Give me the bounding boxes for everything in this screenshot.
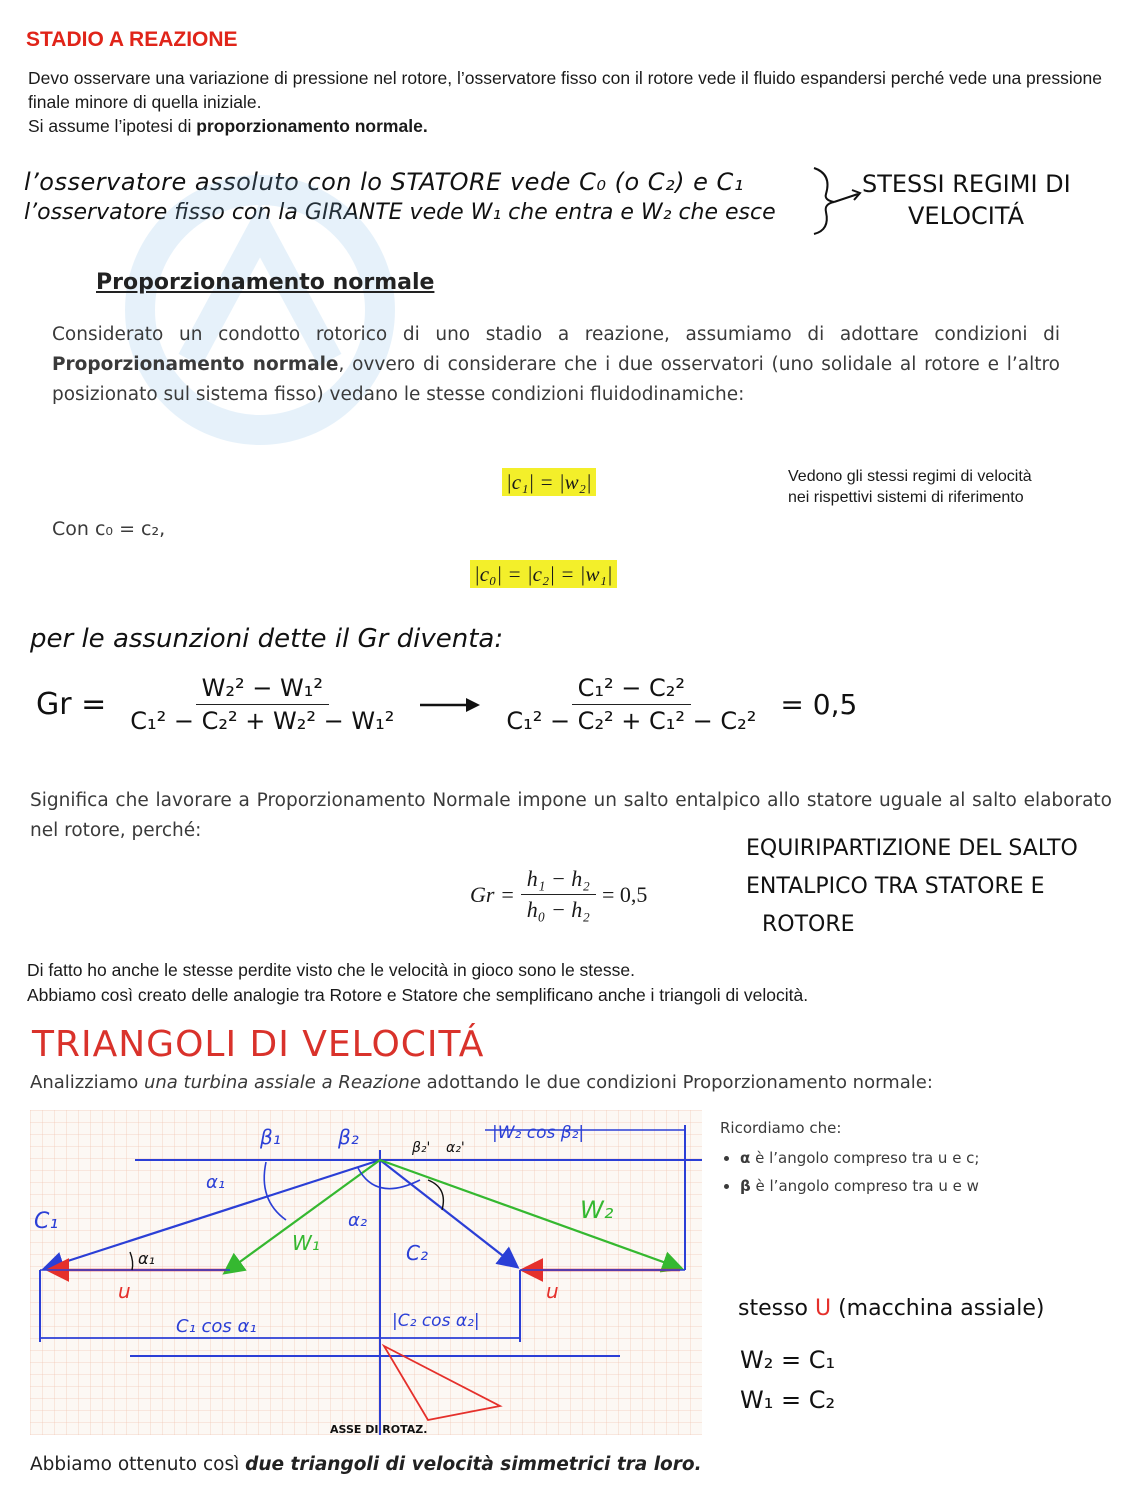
label-alpha2-prime: α₂' <box>446 1140 465 1156</box>
page-title: STADIO A REAZIONE <box>26 28 238 51</box>
gr-fraction-2: $\frac{\text{C₁² − C₂²}}{\text{C₁² − C₂² + C₁² − C₂²}}$ <box>506 674 757 735</box>
label-u-right: u <box>546 1279 559 1303</box>
losses-text: Di fatto ho anche le stesse perdite visto che le velocità in gioco sono le stesse. Abbiamo così creato delle analogie tra Rotore e Statore che semplificano anche i triangoli di velocità. <box>27 960 809 1005</box>
observer-conclusion-2: VELOCITÁ <box>908 202 1025 230</box>
equation-c0-c2-w1: |c₀| = |c₂| = |w₁| <box>470 562 617 587</box>
velocity-triangle-diagram <box>30 1110 702 1435</box>
meaning-paragraph: Significa che lavorare a Proporzionamento Normale impone un salto entalpico allo statore uguale al salto elaborato nel rotore, perché: <box>30 790 1112 841</box>
observer-conclusion-1: STESSI REGIMI DI <box>862 170 1071 198</box>
gr-intro: per le assunzioni dette il Gr diventa: <box>30 624 504 654</box>
label-beta2-prime: β₂' <box>412 1140 431 1156</box>
label-w1: W₁ <box>292 1231 320 1255</box>
label-c1: C₁ <box>34 1209 59 1234</box>
eq-w1-c2: W₁ = C₂ <box>740 1386 836 1414</box>
label-alpha1-top: α₁ <box>206 1172 226 1193</box>
eq-w2-c1: W₂ = C₁ <box>740 1346 836 1374</box>
label-c2-cos: |C₂ cos α₂| <box>392 1311 480 1331</box>
remember-box <box>720 1116 980 1202</box>
section-paragraph: Considerato un condotto rotorico di uno stadio a reazione, assumiamo di adottare condizioni di Proporzionamento normale, ovvero di considerare che i due osservatori (uno solidale al rotore e l’altro posizionato sul sistema fisso) vedano le stesse condizioni fluidodinamiche: <box>52 324 1060 405</box>
observer-line2: l’osservatore fisso con la GIRANTE vede W₁ che entra e W₂ che esce <box>24 200 776 225</box>
remember-beta: • β è l’angolo compreso tra u e w <box>740 1174 980 1198</box>
conclusion-text: Abbiamo ottenuto così due triangoli di velocità simmetrici tra loro. <box>30 1454 702 1475</box>
label-c1-cos: C₁ cos α₁ <box>176 1316 257 1337</box>
label-w2-cos: |W₂ cos β₂| <box>492 1123 585 1143</box>
gr-formula: Gr = $\frac{\text{W₂² − W₁²}}{\text{C₁² − C₂² + W₂² − W₁²}}$ $\frac{\text{C₁² − C₂²}}{\text{C₁² − C₂² + C₁² − C₂²}}$ = 0,5 <box>36 674 858 735</box>
remember-alpha: • α è l’angolo compreso tra u e c; <box>740 1146 980 1170</box>
equation-c1-w2: |c₁| = |w₂| <box>502 470 596 495</box>
triangles-heading: TRIANGOLI DI VELOCITÁ <box>32 1024 485 1065</box>
label-axis: ASSE DI ROTAZ. <box>330 1423 428 1435</box>
arrow-right-icon <box>418 695 482 715</box>
label-beta1: β₁ <box>260 1125 281 1149</box>
con-text: Con c₀ = c₂, <box>52 518 166 540</box>
triangles-intro: Analizziamo una turbina assiale a Reazione adottando le due condizioni Proporzionamento normale: <box>30 1072 933 1093</box>
label-alpha1: α₁ <box>138 1249 155 1268</box>
gr-enthalpy-formula: Gr = $\frac{\text{h₁ − h₂}}{\text{h₀ − h₂}}$ = 0,5 <box>470 866 648 922</box>
equipartition-note: EQUIRIPARTIZIONE DEL SALTO ENTALPICO TRA STATORE E ROTORE <box>746 836 1078 937</box>
label-alpha2: α₂ <box>348 1210 368 1231</box>
intro-line2: Si assume l’ipotesi di proporzionamento normale. <box>28 116 428 136</box>
equalities <box>740 1340 835 1420</box>
same-u-note: stesso U (macchina assiale) <box>738 1296 1045 1321</box>
watermark-logo <box>110 160 410 460</box>
remember-title: Ricordiamo che: <box>720 1119 842 1137</box>
section-title: Proporzionamento normale <box>96 270 435 295</box>
label-c2: C₂ <box>406 1241 428 1265</box>
side-note: Vedono gli stessi regimi di velocità nei rispettivi sistemi di riferimento <box>788 468 1032 506</box>
label-w2: W₂ <box>580 1196 614 1224</box>
observer-line1: l’osservatore assoluto con lo STATORE vede C₀ (o C₂) e C₁ <box>24 168 744 196</box>
brace-arrow <box>812 164 864 236</box>
gr-fraction-1: $\frac{\text{W₂² − W₁²}}{\text{C₁² − C₂² + W₂² − W₁²}}$ <box>130 674 395 735</box>
label-beta2: β₂ <box>338 1125 359 1149</box>
intro-text <box>28 66 1128 138</box>
label-u-left: u <box>118 1279 131 1303</box>
intro-line1: Devo osservare una variazione di pressione nel rotore, l’osservatore fisso con il rotore vede il fluido espandersi perché vede una pressione finale minore di quella iniziale. <box>28 68 1102 112</box>
